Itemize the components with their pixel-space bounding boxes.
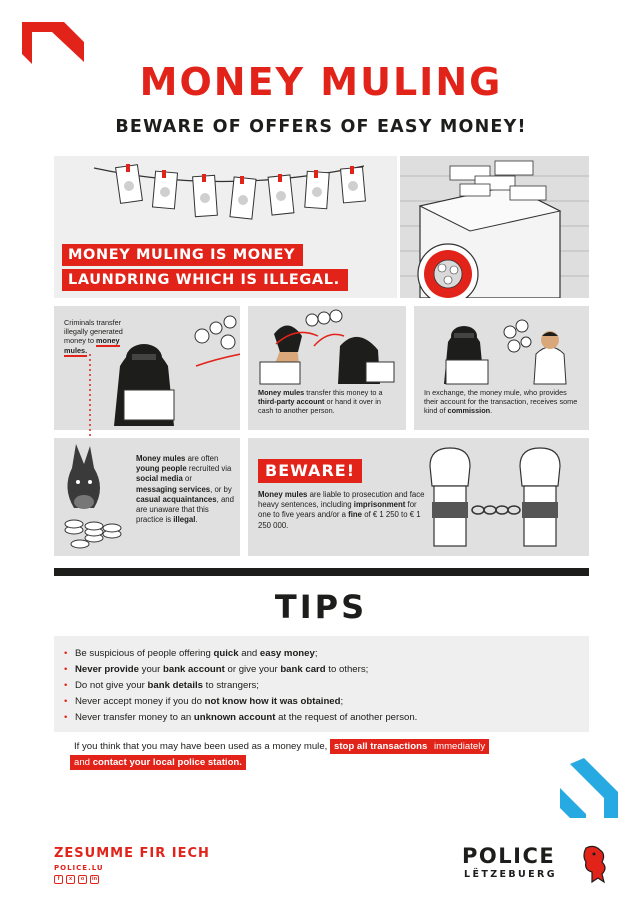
- step-2-text-c: third-party account: [258, 397, 325, 407]
- tip-5-c: at the request of another person.: [275, 712, 418, 723]
- step-3-text-a: In exchange, the money mule, who provides their account for the transaction, receives some kind of: [424, 388, 578, 416]
- tip-3-a: Do not give your: [75, 680, 148, 691]
- list-item: [64, 710, 584, 726]
- mules-text-l: .: [195, 515, 198, 525]
- commission-illustration: [414, 306, 589, 386]
- tip-2-e: bank card: [280, 664, 326, 675]
- police-logo: [462, 844, 557, 880]
- instagram-icon[interactable]: o: [78, 875, 87, 884]
- tip-2-b: your: [139, 664, 163, 675]
- facebook-icon[interactable]: f: [54, 875, 63, 884]
- beware-text-f: of € 1 250 to € 1 250 000.: [258, 510, 421, 530]
- mules-text-k: illegal: [173, 515, 196, 525]
- hero-banner-line-1: MONEY MULING IS MONEY: [62, 244, 303, 266]
- tip-4-a: Never accept money if you do: [75, 696, 205, 707]
- tips-list: [64, 646, 584, 726]
- advice-text-a: If you think that you may have been used as a money mule,: [74, 741, 330, 752]
- corner-arrow-graphic-blue: [560, 758, 618, 818]
- beware-text: [258, 490, 426, 531]
- mules-info-panel: [54, 438, 240, 556]
- tip-2-a: Never provide: [75, 664, 139, 675]
- hero-illustration-washing-machine: [400, 156, 589, 298]
- tip-1-e: ;: [314, 648, 318, 659]
- step-1-text: [64, 318, 136, 355]
- advice-text-c: immediately: [431, 739, 489, 754]
- handcuffed-fists-illustration: [416, 442, 586, 554]
- footer-url[interactable]: POLICE.LU: [54, 864, 104, 872]
- advice-highlight-stop: stop all transactions: [330, 739, 431, 754]
- step-panel-criminals: [54, 306, 240, 430]
- tip-4-c: ;: [340, 696, 344, 707]
- mules-info-text: [136, 454, 234, 525]
- police-logo-text: POLICE: [462, 844, 556, 868]
- tip-3-b: bank details: [147, 680, 203, 691]
- beware-label: BEWARE!: [258, 459, 362, 483]
- step-2-text-b: transfer this money to a: [304, 388, 383, 397]
- tip-5-b: unknown account: [193, 712, 276, 723]
- section-divider: [54, 568, 589, 576]
- mules-text-b: are often: [185, 454, 219, 463]
- step-2-text: [258, 388, 398, 416]
- step-panel-commission: [414, 306, 589, 430]
- tip-4-b: not know how it was obtained: [204, 696, 341, 707]
- page-title: MONEY MULING: [139, 60, 503, 104]
- step-3-text-c: .: [490, 406, 493, 416]
- step-2-text-d: or hand it over in cash to another person.: [258, 397, 381, 416]
- tip-3-c: to strangers;: [202, 680, 259, 691]
- list-item: [64, 662, 584, 678]
- advice-line-2: [70, 756, 246, 770]
- tip-2-f: to others;: [325, 664, 369, 675]
- mules-text-d: recruited via: [186, 464, 232, 474]
- list-item: [64, 646, 584, 662]
- beware-text-a: Money mules: [258, 490, 308, 499]
- tip-2-c: bank account: [163, 664, 225, 675]
- tips-title: TIPS: [274, 588, 368, 626]
- footer-brand: [54, 846, 210, 884]
- hero-banner: [62, 244, 348, 294]
- list-item: [64, 678, 584, 694]
- mules-text-j: , and are unaware that this practice is: [136, 494, 234, 525]
- beware-text-d: for one to five years and/or a: [258, 500, 417, 520]
- footer-slogan: ZESUMME FIR IECH: [54, 846, 210, 861]
- mules-text-a: Money mules: [136, 454, 186, 463]
- hero-banner-line-2: LAUNDRING WHICH IS ILLEGAL.: [62, 269, 348, 291]
- x-icon[interactable]: x: [66, 875, 75, 884]
- washing-machine-illustration: [400, 156, 589, 298]
- mules-text-e: social media: [136, 474, 183, 484]
- step-3-text: [424, 388, 582, 416]
- beware-text-e: fine: [348, 510, 363, 520]
- tip-1-a: Be suspicious of people offering: [75, 648, 214, 659]
- beware-text-c: imprisonment: [353, 500, 406, 510]
- lion-emblem-icon: [580, 844, 610, 884]
- tip-1-d: easy money: [259, 648, 315, 659]
- beware-text-b: are liable to prosecution and face heavy sentences, including: [258, 490, 425, 510]
- mules-text-g: messaging services: [136, 484, 211, 494]
- mules-text-f: or: [182, 474, 192, 484]
- donkey-with-coins-illustration: [54, 438, 134, 556]
- step-2-text-a: Money mules: [258, 388, 305, 397]
- mule-transfer-illustration: [248, 306, 406, 386]
- tip-1-c: and: [238, 648, 260, 659]
- step-3-text-b: commission: [447, 406, 491, 416]
- linkedin-icon[interactable]: in: [90, 875, 99, 884]
- step-1-text-a: Criminals transfer illegally generated money to: [64, 318, 123, 346]
- step-1-text-b: money mules.: [64, 336, 120, 355]
- mules-text-h: , or by: [210, 484, 232, 494]
- page-subtitle: BEWARE OF OFFERS OF EASY MONEY!: [115, 117, 527, 137]
- tip-2-d: or give your: [224, 664, 281, 675]
- advice-line-1: [74, 740, 489, 754]
- police-logo-subtext: LËTZEBUERG: [464, 869, 557, 880]
- mules-text-i: casual acquaintances: [136, 494, 217, 504]
- beware-panel: [248, 438, 589, 556]
- list-item: [64, 694, 584, 710]
- advice-text-d: and: [70, 755, 93, 770]
- mules-text-c: young people: [136, 464, 187, 474]
- step-panel-transfer: [248, 306, 406, 430]
- tip-1-b: quick: [213, 648, 239, 659]
- dotted-connector: [88, 354, 92, 446]
- tip-5-a: Never transfer money to an: [75, 712, 194, 723]
- social-icons: [54, 875, 210, 884]
- advice-highlight-contact: contact your local police station.: [93, 755, 246, 770]
